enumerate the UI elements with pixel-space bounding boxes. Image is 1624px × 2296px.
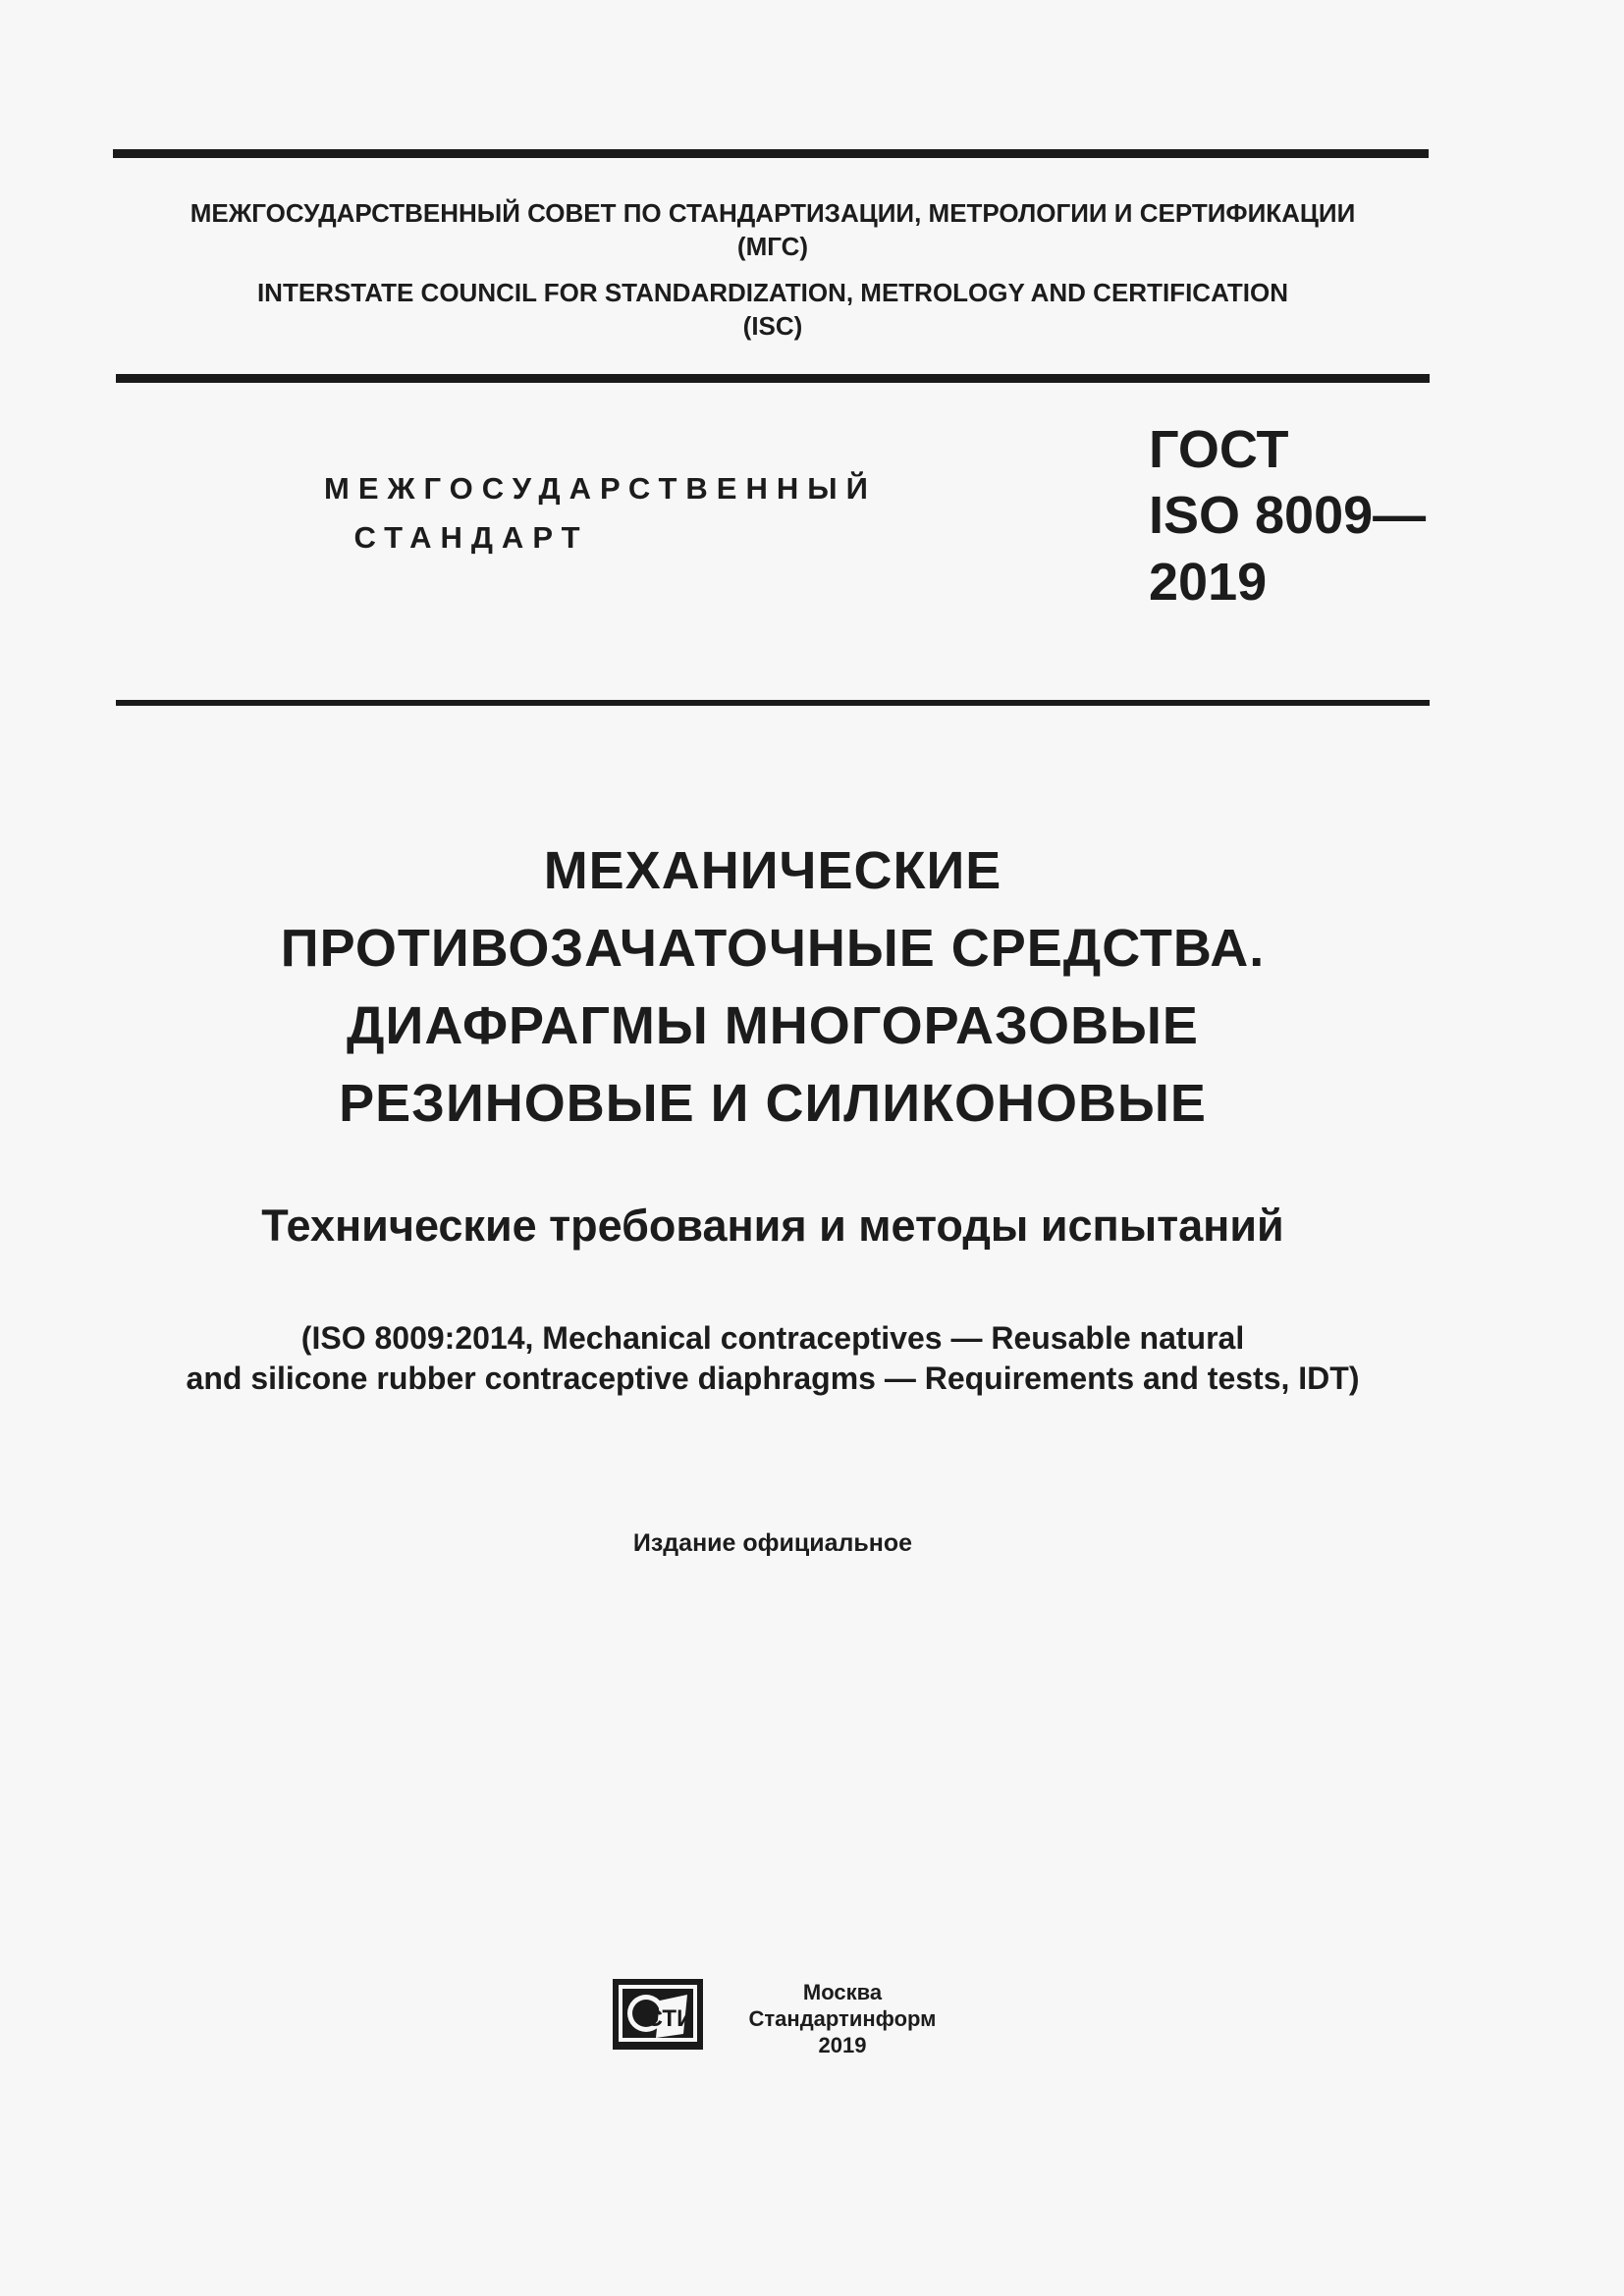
subtitle: Технические требования и методы испытаний xyxy=(261,1201,1284,1251)
council-en-abbr: (ISC) xyxy=(742,311,803,341)
title-line-3: ДИАФРАГМЫ МНОГОРАЗОВЫЕ xyxy=(347,996,1199,1055)
gost-number: ISO 8009— xyxy=(1149,486,1427,545)
standard-label-line2: СТАНДАРТ xyxy=(353,520,589,555)
publisher-year: 2019 xyxy=(818,2033,867,2057)
svg-text:СТИ: СТИ xyxy=(645,2005,694,2032)
standard-label-line1: МЕЖГОСУДАРСТВЕННЫЙ xyxy=(324,471,877,506)
council-en: INTERSTATE COUNCIL FOR STANDARDIZATION, METROLOGY AND CERTIFICATION xyxy=(256,278,1289,307)
publisher-name: Стандартинформ xyxy=(748,2006,937,2031)
publisher-city: Москва xyxy=(802,1980,883,2004)
gost-year: 2019 xyxy=(1149,553,1268,612)
title-line-4: РЕЗИНОВЫЕ И СИЛИКОНОВЫЕ xyxy=(339,1074,1207,1133)
standartinform-logo-icon xyxy=(611,1977,705,2052)
section-rule xyxy=(116,700,1430,706)
iso-reference-line-2: and silicone rubber contraceptive diaphragms — Requirements and tests, IDT) xyxy=(186,1361,1360,1396)
title-line-1: МЕХАНИЧЕСКИЕ xyxy=(543,841,1002,900)
top-rule xyxy=(113,149,1429,158)
title-line-2: ПРОТИВОЗАЧАТОЧНЫЕ СРЕДСТВА. xyxy=(280,919,1266,978)
iso-reference-line-1: (ISO 8009:2014, Mechanical contraceptives — Reusable natural xyxy=(300,1320,1245,1356)
council-ru: МЕЖГОСУДАРСТВЕННЫЙ СОВЕТ ПО СТАНДАРТИЗАЦИИ, МЕТРОЛОГИИ И СЕРТИФИКАЦИИ xyxy=(189,198,1356,228)
gost-label: ГОСТ xyxy=(1149,420,1289,479)
edition-label: Издание официальное xyxy=(632,1529,913,1557)
header-rule xyxy=(116,374,1430,383)
council-ru-abbr: (МГС) xyxy=(736,232,809,261)
